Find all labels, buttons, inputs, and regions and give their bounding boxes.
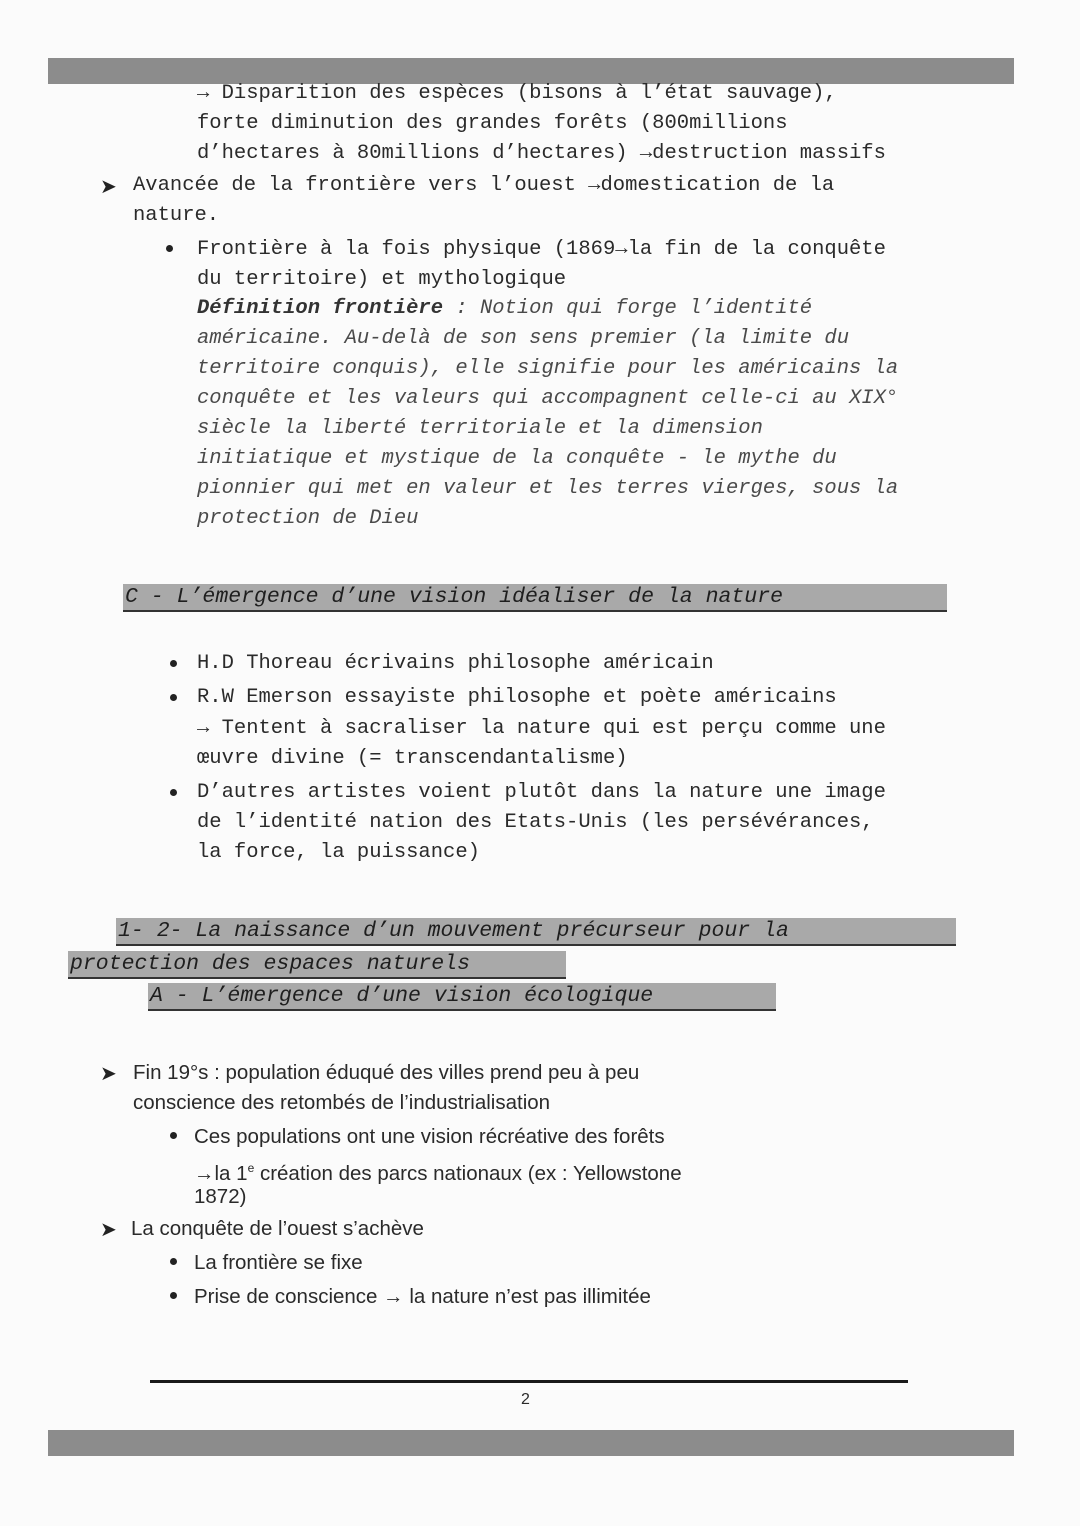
text-line: forte diminution des grandes forêts (800millions xyxy=(197,112,788,135)
footer-rule xyxy=(150,1380,908,1383)
text-line: D’autres artistes voient plutôt dans la nature une image xyxy=(197,781,886,804)
text-line: 1872) xyxy=(194,1185,247,1208)
text-fragment: création des parcs nationaux (ex : Yellowstone xyxy=(254,1162,682,1185)
text-line: R.W Emerson essayiste philosophe et poète américains xyxy=(197,686,837,709)
top-border-band xyxy=(48,58,1014,84)
definition-label: Définition frontière xyxy=(197,297,444,320)
text-line: conscience des retombés de l’industrialisation xyxy=(133,1091,551,1114)
text-line: Avancée de la frontière vers l’ouest →domestication de la xyxy=(133,174,835,197)
text-line: d’hectares à 80millions d’hectares) →destruction massifs xyxy=(197,142,886,165)
text-line: → Disparition des espèces (bisons à l’état sauvage), xyxy=(197,82,837,105)
text-line xyxy=(194,1156,682,1186)
definition-line: américaine. Au-delà de son sens premier (la limite du xyxy=(197,327,850,350)
definition-line: initiatique et mystique de la conquête - le mythe du xyxy=(197,447,837,470)
text-fragment: →la 1 xyxy=(194,1162,248,1185)
arrowhead-bullet-icon: ➤ xyxy=(100,1061,117,1085)
section-heading-c: C - L’émergence d’une vision idéaliser de la nature xyxy=(123,584,947,612)
text-line: → Tentent à sacraliser la nature qui est perçu comme une xyxy=(197,717,886,740)
definition-text: : Notion qui forge l’identité xyxy=(443,297,813,320)
section-heading-1-2-continued: protection des espaces naturels xyxy=(68,951,566,979)
bullet-dot-icon xyxy=(170,660,177,667)
bullet-dot-icon xyxy=(170,1292,177,1299)
text-line: H.D Thoreau écrivains philosophe américain xyxy=(197,652,714,675)
text-line: œuvre divine (= transcendantalisme) xyxy=(197,747,628,770)
text-line: La conquête de l’ouest s’achève xyxy=(131,1217,424,1240)
bullet-dot-icon xyxy=(170,789,177,796)
definition-line: territoire conquis), elle signifie pour les américains la xyxy=(197,357,899,380)
text-line: Prise de conscience → la nature n’est pas illimitée xyxy=(194,1285,651,1308)
text-line: du territoire) et mythologique xyxy=(197,268,567,291)
arrowhead-bullet-icon: ➤ xyxy=(100,1217,117,1241)
page-number: 2 xyxy=(521,1391,530,1408)
text-line: La frontière se fixe xyxy=(194,1251,363,1274)
bullet-dot-icon xyxy=(166,245,173,252)
definition-line: siècle la liberté territoriale et la dimension xyxy=(197,417,763,440)
definition-line: conquête et les valeurs qui accompagnent celle-ci au XIX° xyxy=(197,387,899,410)
text-line: Ces populations ont une vision récréative des forêts xyxy=(194,1125,665,1148)
bullet-dot-icon xyxy=(170,1258,177,1265)
bullet-dot-icon xyxy=(170,694,177,701)
superscript: e xyxy=(247,1161,255,1175)
bullet-dot-icon xyxy=(170,1132,177,1139)
text-line: nature. xyxy=(133,204,220,227)
definition-line: protection de Dieu xyxy=(197,507,419,530)
section-heading-a: A - L’émergence d’une vision écologique xyxy=(148,983,776,1011)
definition-line: pionnier qui met en valeur et les terres vierges, sous la xyxy=(197,477,899,500)
arrowhead-bullet-icon: ➤ xyxy=(100,174,117,198)
text-line: Fin 19°s : population éduqué des villes prend peu à peu xyxy=(133,1061,640,1084)
definition-line xyxy=(197,297,812,321)
text-line: de l’identité nation des Etats-Unis (les persévérances, xyxy=(197,811,874,834)
bottom-border-band xyxy=(48,1430,1014,1456)
section-heading-1-2: 1- 2- La naissance d’un mouvement précurseur pour la xyxy=(116,918,956,946)
text-line: la force, la puissance) xyxy=(197,841,480,864)
text-line: Frontière à la fois physique (1869→la fin de la conquête xyxy=(197,238,886,261)
